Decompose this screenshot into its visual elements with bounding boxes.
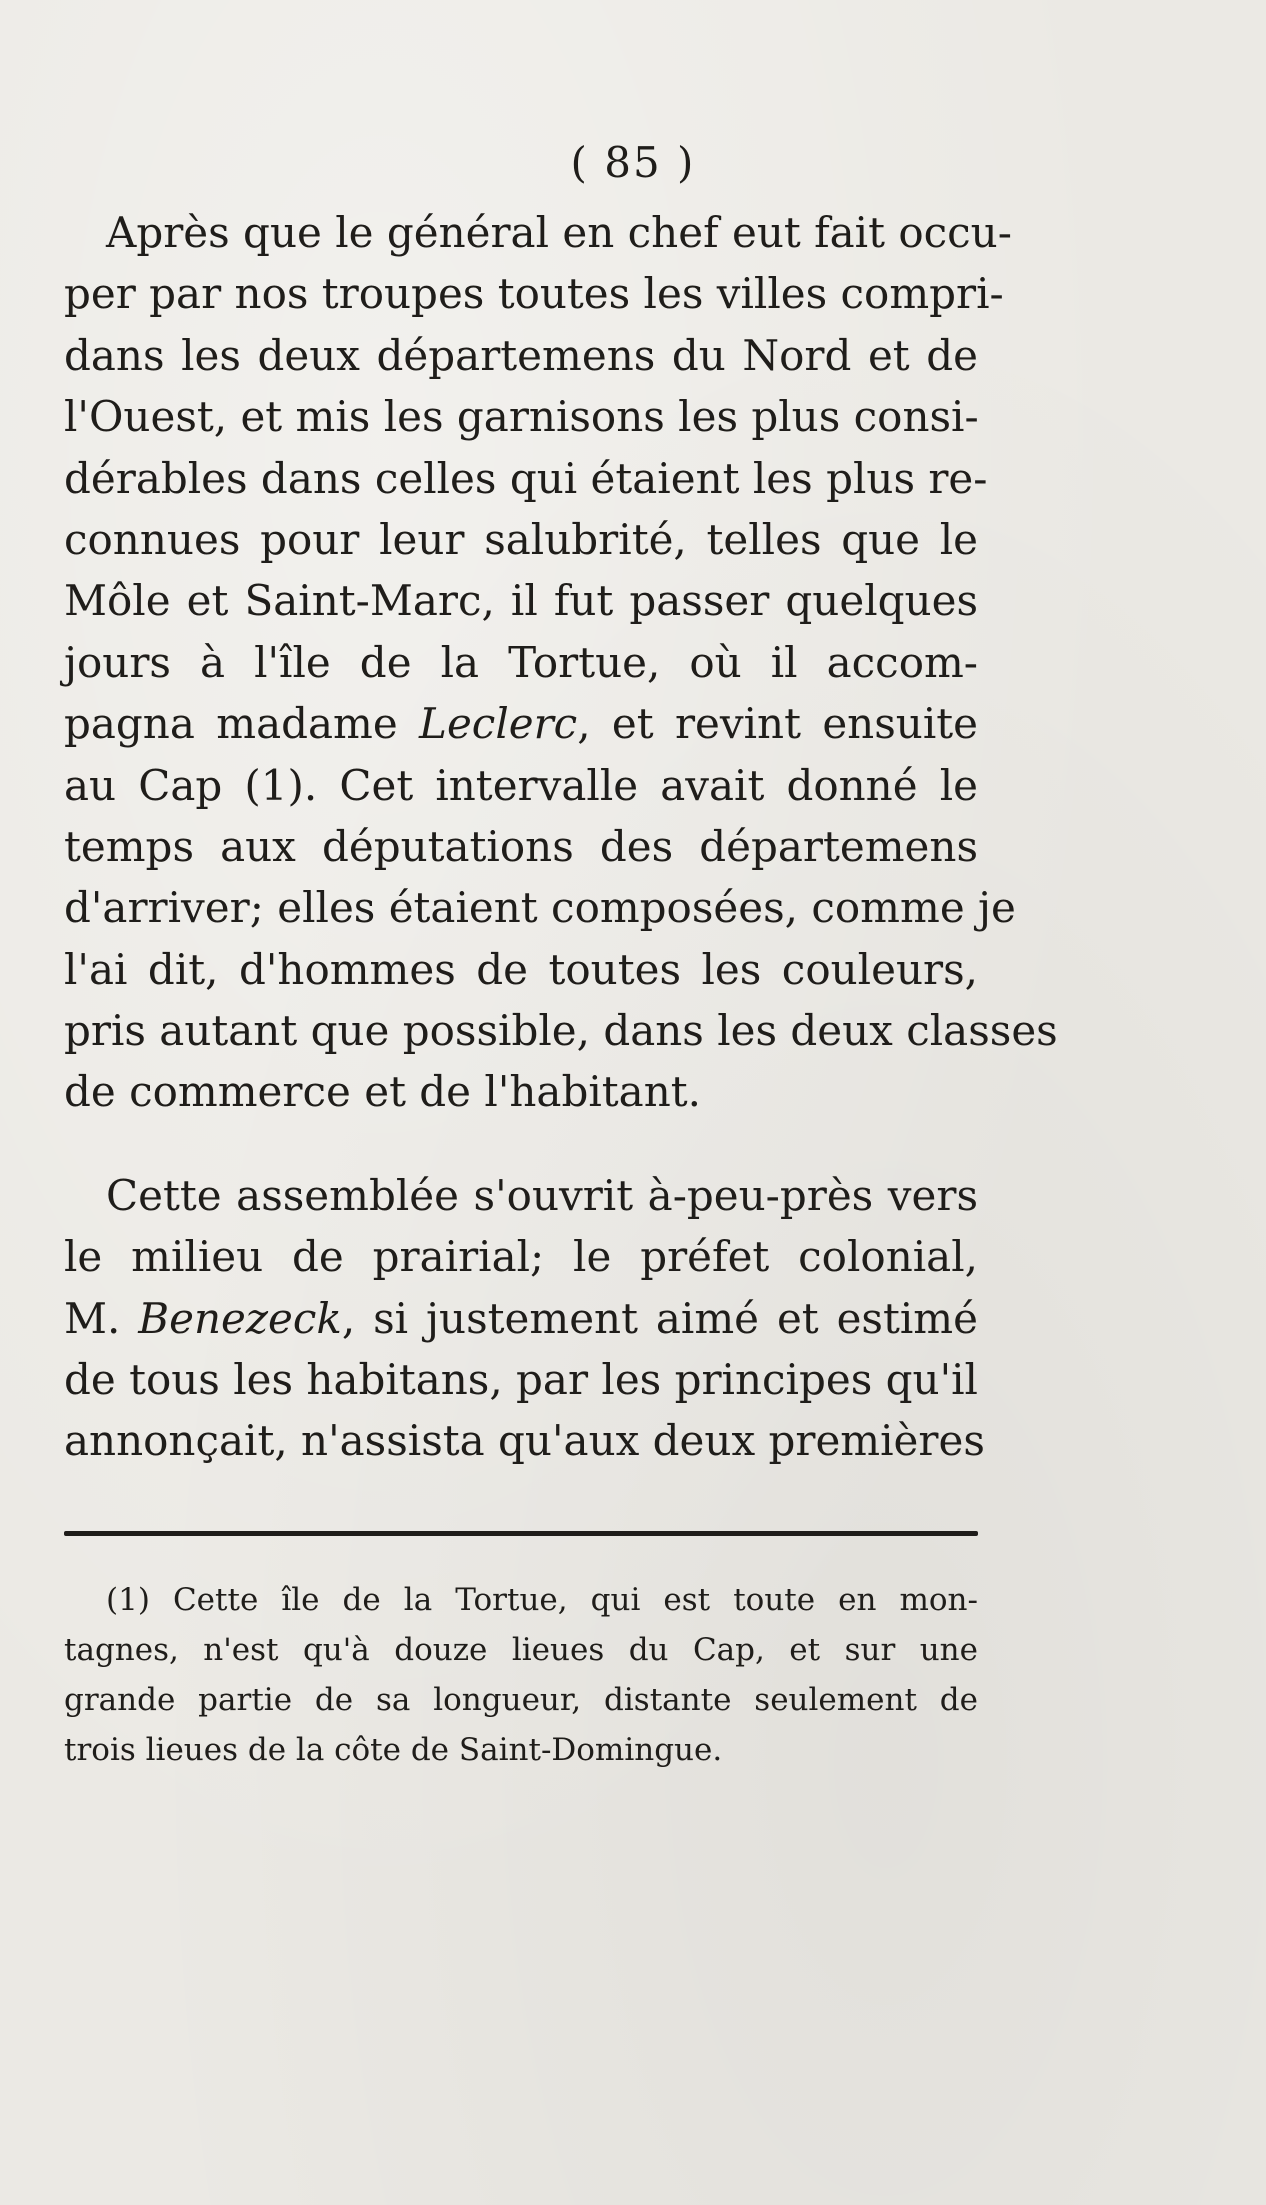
- name-benezeck: Benezeck: [138, 1293, 342, 1343]
- paragraph-1-line-15: de commerce et de l'habitant.: [64, 1067, 701, 1117]
- paragraph-2-line-4: de tous les habitans, par les principes qu'il: [64, 1355, 978, 1405]
- paragraph-1-line-2: per par nos troupes toutes les villes compri-: [64, 269, 1004, 319]
- footnote-line-4: trois lieues de la côte de Saint-Domingue.: [64, 1732, 723, 1768]
- paragraph-2-line-1: Cette assemblée s'ouvrit à-peu-près vers: [106, 1170, 978, 1220]
- paragraph-1-line-13: l'ai dit, d'hommes de toutes les couleurs,: [64, 944, 978, 994]
- paragraph-2-line-5: annonçait, n'assista qu'aux deux premières: [64, 1416, 985, 1466]
- paragraph-1-line-14: pris autant que possible, dans les deux classes: [64, 1006, 1058, 1056]
- line-3-end: , si justement aimé et estimé: [341, 1293, 978, 1343]
- paragraph-1-line-10: au Cap (1). Cet intervalle avait donné le: [64, 760, 978, 810]
- main-text: [64, 202, 1058, 1472]
- paragraph-gap: [64, 1123, 978, 1165]
- footnote: [64, 1575, 978, 1775]
- paragraph-1-line-4: l'Ouest, et mis les garnisons les plus consi-: [64, 392, 979, 442]
- paragraph-1-line-12: d'arriver; elles étaient composées, comme je: [64, 883, 1016, 933]
- paragraph-1-line-9: [64, 693, 978, 754]
- paragraph-2-line-3: [64, 1288, 978, 1349]
- footnote-line-1: (1) Cette île de la Tortue, qui est toute en mon-: [106, 1582, 978, 1618]
- paragraph-1-line-5: dérables dans celles qui étaient les plus re-: [64, 453, 988, 503]
- paragraph-1-line-6: connues pour leur salubrité, telles que le: [64, 514, 978, 564]
- line-9-start: pagna madame: [64, 699, 420, 749]
- footnote-line-3: grande partie de sa longueur, distante seulement de: [64, 1682, 978, 1718]
- paragraph-1-line-1: Après que le général en chef eut fait occu-: [106, 208, 1012, 257]
- paragraph-1-line-11: temps aux députations des départemens: [64, 821, 978, 871]
- line-3-start: M.: [64, 1293, 139, 1343]
- line-9-end: , et revint ensuite: [577, 699, 978, 749]
- paragraph-1-line-3: dans les deux départemens du Nord et de: [64, 330, 978, 380]
- name-leclerc: Leclerc: [419, 699, 578, 749]
- paragraph-2-line-2: le milieu de prairial; le préfet colonial,: [64, 1232, 978, 1282]
- paragraph-1-line-7: Môle et Saint-Marc, il fut passer quelques: [64, 576, 978, 626]
- paragraph-1-line-8: jours à l'île de la Tortue, où il accom-: [64, 637, 978, 687]
- footnote-line-2: tagnes, n'est qu'à douze lieues du Cap, et sur une: [64, 1632, 978, 1668]
- page-number: ( 85 ): [570, 138, 696, 187]
- footnote-divider: [64, 1531, 978, 1536]
